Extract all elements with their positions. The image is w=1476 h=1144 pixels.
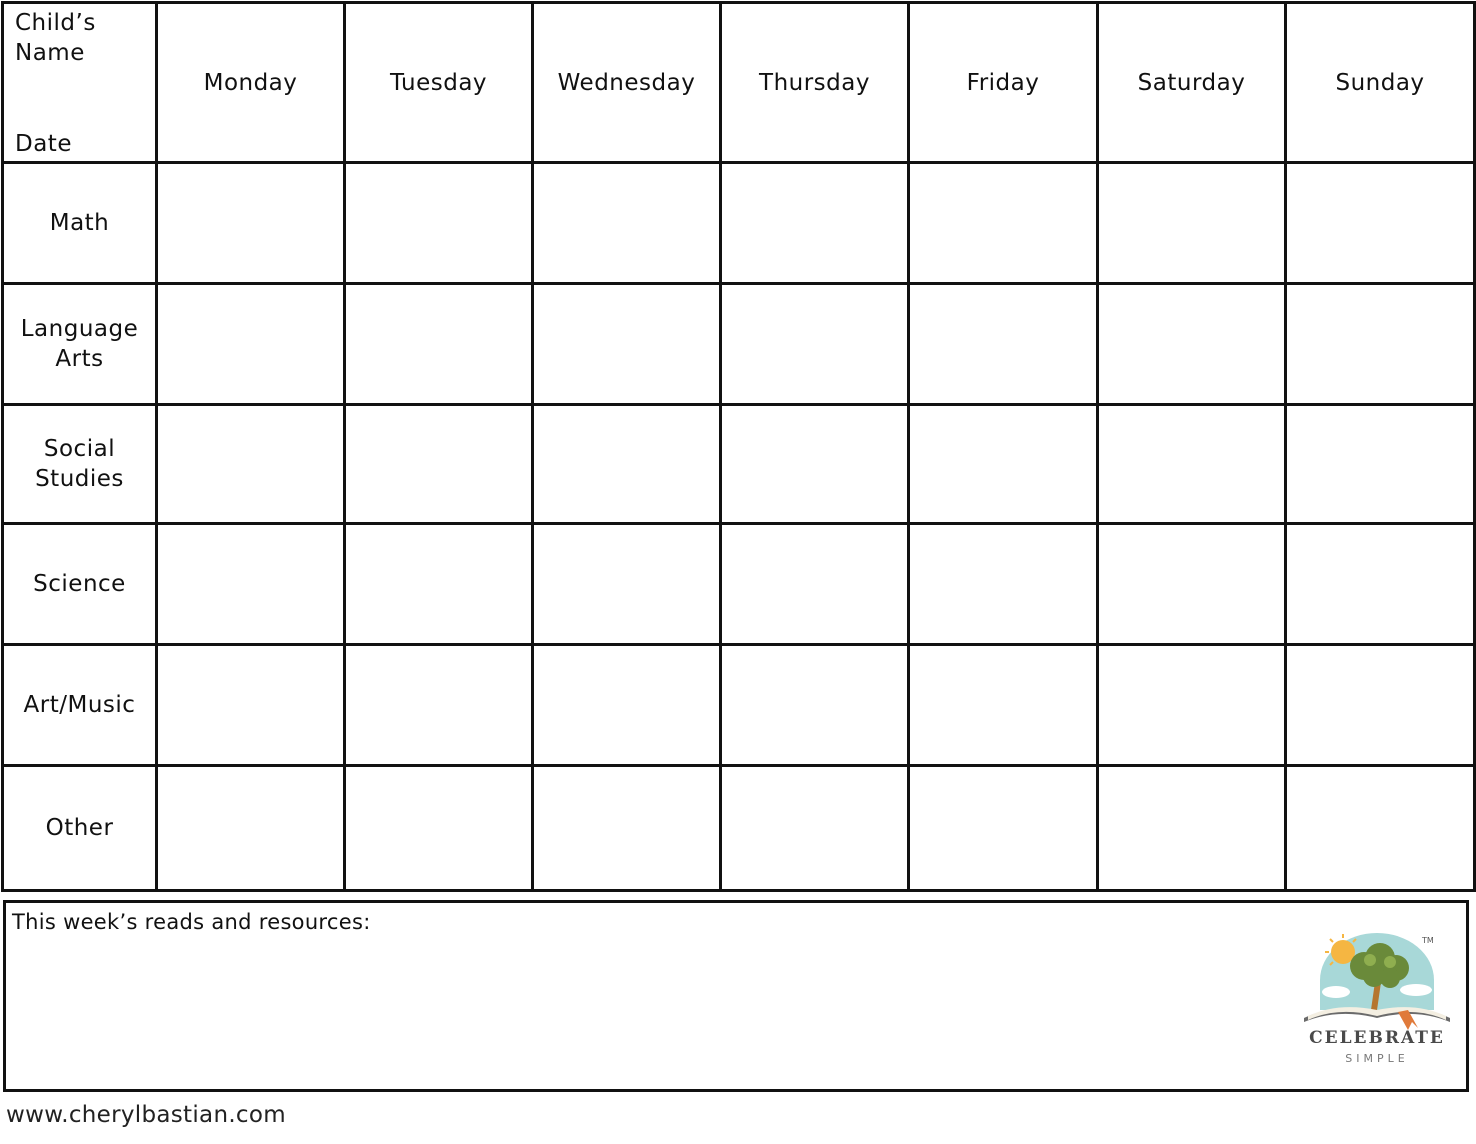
entry-cell[interactable] [345, 163, 533, 284]
entry-cell[interactable] [345, 766, 533, 891]
subject-row [3, 524, 1475, 645]
entry-cell[interactable] [1286, 163, 1475, 284]
subject-label: Social Studies [3, 405, 157, 524]
resources-box[interactable] [3, 900, 1469, 1092]
entry-cell[interactable] [1286, 405, 1475, 524]
entry-cell[interactable] [533, 405, 721, 524]
day-header-thursday: Thursday [721, 3, 909, 163]
entry-cell[interactable] [1098, 524, 1286, 645]
entry-cell[interactable] [1098, 766, 1286, 891]
cloud-right [1400, 984, 1432, 996]
entry-cell[interactable] [721, 163, 909, 284]
entry-cell[interactable] [909, 645, 1098, 766]
entry-cell[interactable] [533, 284, 721, 405]
entry-cell[interactable] [721, 524, 909, 645]
logo-wordmark: CELEBRATE [1309, 1028, 1445, 1048]
day-header-saturday: Saturday [1098, 3, 1286, 163]
entry-cell[interactable] [1286, 524, 1475, 645]
entry-cell[interactable] [909, 163, 1098, 284]
subject-row [3, 284, 1475, 405]
entry-cell[interactable] [909, 524, 1098, 645]
header-row [3, 3, 1475, 163]
entry-cell[interactable] [721, 405, 909, 524]
entry-cell[interactable] [721, 645, 909, 766]
entry-cell[interactable] [721, 284, 909, 405]
entry-cell[interactable] [1098, 163, 1286, 284]
entry-cell[interactable] [721, 766, 909, 891]
day-header-wednesday: Wednesday [533, 3, 721, 163]
subject-label: Math [3, 163, 157, 284]
entry-cell[interactable] [909, 405, 1098, 524]
entry-cell[interactable] [157, 405, 345, 524]
entry-cell[interactable] [157, 524, 345, 645]
entry-cell[interactable] [345, 405, 533, 524]
entry-cell[interactable] [533, 766, 721, 891]
logo-subtitle: SIMPLE [1345, 1052, 1409, 1065]
day-header-sunday: Sunday [1286, 3, 1475, 163]
entry-cell[interactable] [1286, 284, 1475, 405]
entry-cell[interactable] [1098, 645, 1286, 766]
entry-cell[interactable] [1286, 645, 1475, 766]
subject-row [3, 645, 1475, 766]
cloud-left [1322, 986, 1350, 998]
entry-cell[interactable] [909, 766, 1098, 891]
entry-cell[interactable] [157, 766, 345, 891]
entry-cell[interactable] [1286, 766, 1475, 891]
celebrate-simple-logo [1298, 930, 1456, 1070]
entry-cell[interactable] [157, 645, 345, 766]
childs-name-label: Child’s Name [15, 10, 96, 66]
trademark-mark: TM [1422, 936, 1434, 945]
footer-url[interactable]: www.cherylbastian.com [6, 1102, 286, 1128]
date-label: Date [15, 131, 72, 157]
entry-cell[interactable] [1098, 405, 1286, 524]
subject-label: Other [3, 766, 157, 891]
resources-label: This week’s reads and resources: [12, 910, 371, 934]
entry-cell[interactable] [345, 645, 533, 766]
entry-cell[interactable] [533, 645, 721, 766]
entry-cell[interactable] [909, 284, 1098, 405]
entry-cell[interactable] [533, 524, 721, 645]
subject-row [3, 766, 1475, 891]
day-header-monday: Monday [157, 3, 345, 163]
entry-cell[interactable] [533, 163, 721, 284]
subject-label: Language Arts [3, 284, 157, 405]
subject-row [3, 163, 1475, 284]
day-header-friday: Friday [909, 3, 1098, 163]
corner-cell[interactable] [3, 3, 157, 163]
subject-label: Art/Music [3, 645, 157, 766]
tree-book-icon [1298, 930, 1456, 1030]
entry-cell[interactable] [157, 163, 345, 284]
entry-cell[interactable] [1098, 284, 1286, 405]
day-header-tuesday: Tuesday [345, 3, 533, 163]
entry-cell[interactable] [345, 524, 533, 645]
planner-grid [1, 1, 1476, 892]
entry-cell[interactable] [157, 284, 345, 405]
entry-cell[interactable] [345, 284, 533, 405]
subject-row [3, 405, 1475, 524]
subject-label: Science [3, 524, 157, 645]
